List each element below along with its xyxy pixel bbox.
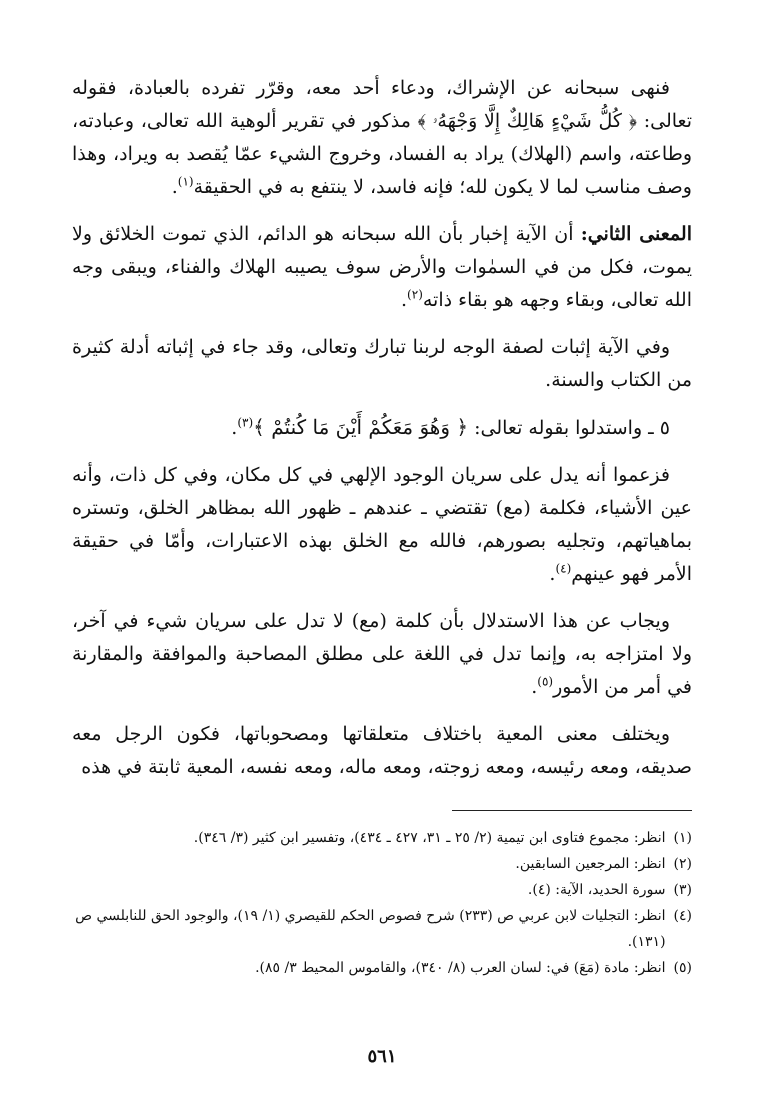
paragraph-7 <box>72 718 692 784</box>
footnote-ref-2: (٢) <box>407 287 423 302</box>
footnote-number: (١) <box>673 830 692 846</box>
second-meaning-heading: المعنى الثاني: <box>580 223 692 245</box>
quran-verse: ﴿ وَهُوَ مَعَكُمْ أَيْنَ مَا كُنتُمْ ﴾ <box>253 415 469 439</box>
footnote-number: (٣) <box>673 882 692 898</box>
footnote <box>72 903 692 955</box>
paragraph-6-text: ويجاب عن هذا الاستدلال بأن كلمة (مع) لا تدل على سريان شيء في آخر، ولا امتزاجه به، وإنما تدل في اللغة على مطلق المصاحبة والموافقة والمقارنة في أمر من الأمور <box>72 610 692 698</box>
page-number: ٥٦١ <box>367 1046 397 1067</box>
paragraph-2-text: أن الآية إخبار بأن الله سبحانه هو الدائم، الذي تموت الخلائق ولا يموت، فكل من في السمٰوات والأرض سوف يصيبه الهلاك والفناء، ويبقى وجه الله تعالى، وبقاء وجهه هو بقاء ذاته <box>72 223 692 311</box>
footnotes <box>72 825 692 981</box>
footnote-text: انظر: مادة (مَعَ) في: لسان العرب (٨/ ٣٤٠)، والقاموس المحيط ٣/ ٨٥). <box>255 960 666 976</box>
footnote <box>72 851 692 877</box>
paragraph-4: ٥ ـ واستدلوا بقوله تعالى: ﴿ وَهُوَ مَعَكُمْ أَيْنَ مَا كُنتُمْ ﴾$^{(٣)}$. <box>231 415 670 439</box>
paragraph-7-text: ويختلف معنى المعية باختلاف متعلقاتها ومصحوباتها، فكون الرجل معه صديقه، ومعه رئيسه، ومعه زوجته، ومعه ماله، ومعه نفسه، المعية ثابتة في هذه <box>72 723 692 778</box>
paragraph-6: ويجاب عن هذا الاستدلال بأن كلمة (مع) لا تدل على سريان شيء في آخر، ولا امتزاجه به، وإنما تدل في اللغة على مطلق المصاحبة والموافقة والمقارنة في أمر من الأمور$^{(٥)}$. <box>72 610 692 698</box>
paragraph-1-text: فنهى سبحانه عن الإشراك، ودعاء أحد معه، وقرّر تفرده بالعبادة، فقوله تعالى: ﴿ كُلُّ شَيْءٍ هَالِكٌ إِلَّا وَجْهَهُۥ ﴾ مذكور في تقرير ألوهية الله تعالى، وعبادته، وطاعته، واسم (الهلاك) يراد به الفساد، وخروج الشيء عمّا يُقصد به ويراد، وهذا وصف مناسب لما لا يكون لله؛ فإنه فاسد، لا ينتفع به في الحقيقة <box>72 77 692 198</box>
footnote-ref-4: (٤) <box>555 561 572 576</box>
footnote-ref-5: (٥) <box>537 674 554 689</box>
footnote-number: (٤) <box>673 908 692 924</box>
book-page <box>72 72 692 1072</box>
footnote-divider <box>452 810 692 811</box>
footnote-number: (٥) <box>673 960 692 976</box>
footnote-text: انظر: المرجعين السابقين. <box>515 856 666 872</box>
footnote-text: انظر: مجموع فتاوى ابن تيمية (٢/ ٢٥ ـ ٣١، ٤٢٧ ـ ٤٣٤)، وتفسير ابن كثير (٣/ ٣٤٦). <box>193 830 666 846</box>
paragraph-2: المعنى الثاني: أن الآية إخبار بأن الله سبحانه هو الدائم، الذي تموت الخلائق ولا يموت، فكل من في السمٰوات والأرض سوف يصيبه الهلاك والفناء، ويبقى وجه الله تعالى، وبقاء وجهه هو بقاء ذاته$^{(٢)}$. <box>72 223 692 311</box>
paragraph-1: فنهى سبحانه عن الإشراك، ودعاء أحد معه، وقرّر تفرده بالعبادة، فقوله تعالى: ﴿ كُلُّ شَيْءٍ هَالِكٌ إِلَّا وَجْهَهُۥ ﴾ مذكور في تقرير ألوهية الله تعالى، وعبادته، وطاعته، واسم (الهلاك) يراد به الفساد، وخروج الشيء عمّا يُقصد به ويراد، وهذا وصف مناسب لما لا يكون لله؛ فإنه فاسد، لا ينتفع به في الحقيقة$^{(١)}$. <box>72 77 692 198</box>
footnote <box>72 825 692 851</box>
footnote-text: سورة الحديد، الآية: (٤). <box>527 882 666 898</box>
footnote <box>72 877 692 903</box>
paragraph-5-text: فزعموا أنه يدل على سريان الوجود الإلهي في كل مكان، وفي كل ذات، وأنه عين الأشياء، فكلمة (مع) تقتضي ـ عندهم ـ ظهور الله بمظاهر الخلق، وتستره بماهياتهم، وتجليه بصورهم، فالله مع الخلق بهذه الاعتبارات، وأمّا في حقيقة الأمر فهو عينهم <box>72 464 692 585</box>
footnote-text: انظر: التجليات لابن عربي ص (٢٣٣) شرح فصوص الحكم للقيصري (١/ ١٩)، والوجود الحق للنابلسي ص (١٣١). <box>75 908 666 950</box>
footnote <box>72 955 692 981</box>
paragraph-4-prefix: ٥ ـ واستدلوا بقوله تعالى: <box>468 417 670 439</box>
footnote-ref-3: (٣) <box>237 415 254 430</box>
paragraph-3-text: وفي الآية إثبات لصفة الوجه لربنا تبارك وتعالى، وقد جاء في إثباته أدلة كثيرة من الكتاب والسنة. <box>72 336 692 391</box>
footnote-ref-1: (١) <box>177 174 194 189</box>
paragraph-3 <box>72 331 692 397</box>
footnote-number: (٢) <box>673 856 692 872</box>
paragraph-5: فزعموا أنه يدل على سريان الوجود الإلهي في كل مكان، وفي كل ذات، وأنه عين الأشياء، فكلمة (مع) تقتضي ـ عندهم ـ ظهور الله بمظاهر الخلق، وتستره بماهياتهم، وتجليه بصورهم، فالله مع الخلق بهذه الاعتبارات، وأمّا في حقيقة الأمر فهو عينهم$^{(٤)}$. <box>72 464 692 585</box>
